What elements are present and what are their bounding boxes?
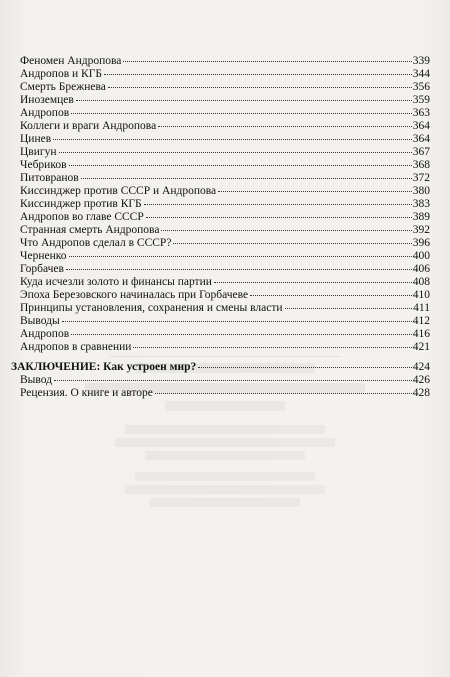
toc-entry-page: 383 <box>412 198 430 210</box>
toc-entry[interactable] <box>20 94 430 107</box>
toc-entry-page: 339 <box>412 55 430 67</box>
dot-leader <box>76 100 412 101</box>
toc-entry-page: 380 <box>412 185 430 197</box>
dot-leader <box>71 113 412 114</box>
toc-entry[interactable] <box>20 120 430 133</box>
toc-entry-page: 416 <box>412 328 430 340</box>
toc-entry[interactable] <box>20 224 430 237</box>
toc-entry-page: 408 <box>412 276 430 288</box>
toc-entry-title: Коллеги и враги Андропова <box>20 120 157 132</box>
toc-entry-title: Андропов во главе СССР <box>20 211 144 223</box>
toc-entry-title: Принципы установления, сохранения и смены власти <box>20 302 283 314</box>
toc-entry-title: Андропов <box>20 328 70 340</box>
toc-entry-title: Цинев <box>20 133 52 145</box>
dot-leader <box>108 87 412 88</box>
toc-entry[interactable] <box>20 387 430 400</box>
dot-leader <box>59 152 412 153</box>
toc-entry[interactable] <box>20 185 430 198</box>
dot-leader <box>62 321 412 322</box>
toc-section-title: ЗАКЛЮЧЕНИЕ: Как устроен мир? <box>11 361 197 373</box>
toc-entry[interactable] <box>20 55 430 68</box>
dot-leader <box>69 165 412 166</box>
toc-entry-title: Андропов в сравнении <box>20 341 132 353</box>
toc-entry-title: Куда исчезли золото и финансы партии <box>20 276 212 288</box>
toc-entry[interactable] <box>20 133 430 146</box>
toc-entry-page: 392 <box>412 224 430 236</box>
toc-entry-page: 421 <box>412 341 430 353</box>
toc-entry-title: Странная смерть Андропова <box>20 224 160 236</box>
toc-entry-title: Андропов и КГБ <box>20 68 102 80</box>
dot-leader <box>81 178 412 179</box>
toc-entry[interactable] <box>20 81 430 94</box>
toc-entry[interactable] <box>20 341 430 354</box>
toc-entry-page: 400 <box>412 250 430 262</box>
toc-entry[interactable] <box>20 276 430 289</box>
toc-entry-page: 364 <box>412 120 430 132</box>
toc-entry-title: Выводы <box>20 315 60 327</box>
toc-entry-title: Андропов <box>20 107 70 119</box>
toc-entry-title: Питовранов <box>20 172 79 184</box>
toc-entry[interactable] <box>20 172 430 185</box>
dot-leader <box>250 295 412 296</box>
dot-leader <box>218 191 412 192</box>
toc-entry-page: 426 <box>412 374 430 386</box>
toc-entry-page: 364 <box>412 133 430 145</box>
dot-leader <box>146 217 412 218</box>
toc-entry[interactable] <box>20 302 430 315</box>
dot-leader <box>104 74 412 75</box>
toc-entry[interactable] <box>20 68 430 81</box>
toc-entry-title: Вывод <box>20 374 53 386</box>
dot-leader <box>54 380 412 381</box>
dot-leader <box>133 347 411 348</box>
dot-leader <box>161 230 411 231</box>
dot-leader <box>285 308 413 309</box>
toc-entry-title: Горбачев <box>20 263 64 275</box>
dot-leader <box>158 126 412 127</box>
toc-entry-page: 389 <box>412 211 430 223</box>
toc-entry[interactable] <box>20 211 430 224</box>
toc-entry-title: Чебриков <box>20 159 67 171</box>
dot-leader <box>155 393 412 394</box>
toc-entry-page: 356 <box>412 81 430 93</box>
toc-entry[interactable] <box>20 374 430 387</box>
dot-leader <box>66 269 412 270</box>
toc-entry-page: 359 <box>412 94 430 106</box>
dot-leader <box>173 243 411 244</box>
toc-entry-page: 406 <box>412 263 430 275</box>
toc-entry-page: 363 <box>412 107 430 119</box>
dot-leader <box>214 282 412 283</box>
toc-entry-title: Рецензия. О книге и авторе <box>20 387 153 399</box>
toc-entry[interactable] <box>20 159 430 172</box>
toc-entry[interactable] <box>20 250 430 263</box>
dot-leader <box>123 61 411 62</box>
toc-entry-page: 344 <box>412 68 430 80</box>
dot-leader <box>69 256 412 257</box>
toc-entry-page: 412 <box>412 315 430 327</box>
toc-entry-title: Что Андропов сделал в СССР? <box>20 237 172 249</box>
toc-entry-page: 368 <box>412 159 430 171</box>
dot-leader <box>144 204 412 205</box>
toc-entry-title: Киссинджер против КГБ <box>20 198 142 210</box>
toc-entry-page: 411 <box>413 302 430 314</box>
toc-entry-page: 410 <box>412 289 430 301</box>
toc-entry-page: 367 <box>412 146 430 158</box>
toc-entry[interactable] <box>20 198 430 211</box>
toc-section-conclusion[interactable] <box>11 361 430 374</box>
toc-entry-title: Иноземцев <box>20 94 74 106</box>
toc-entry[interactable] <box>20 315 430 328</box>
dot-leader <box>53 139 412 140</box>
toc-entry-page: 428 <box>412 387 430 399</box>
toc-entry-title: Смерть Брежнева <box>20 81 106 93</box>
toc-entry-page: 372 <box>412 172 430 184</box>
toc-entry-title: Феномен Андропова <box>20 55 122 67</box>
toc-entry[interactable] <box>20 263 430 276</box>
dot-leader <box>71 334 412 335</box>
toc-entry[interactable] <box>20 328 430 341</box>
toc-entry[interactable] <box>20 146 430 159</box>
dot-leader <box>198 367 411 368</box>
toc-entry[interactable] <box>20 289 430 302</box>
toc-entry-title: Киссинджер против СССР и Андропова <box>20 185 217 197</box>
toc-entry-title: Эпоха Березовского начиналась при Горбачеве <box>20 289 249 301</box>
toc-section-page: 424 <box>412 361 430 373</box>
toc-entry[interactable] <box>20 237 430 250</box>
toc-entry[interactable] <box>20 107 430 120</box>
toc-entry-title: Черненко <box>20 250 67 262</box>
toc-entry-page: 396 <box>412 237 430 249</box>
toc-entry-title: Цвигун <box>20 146 57 158</box>
